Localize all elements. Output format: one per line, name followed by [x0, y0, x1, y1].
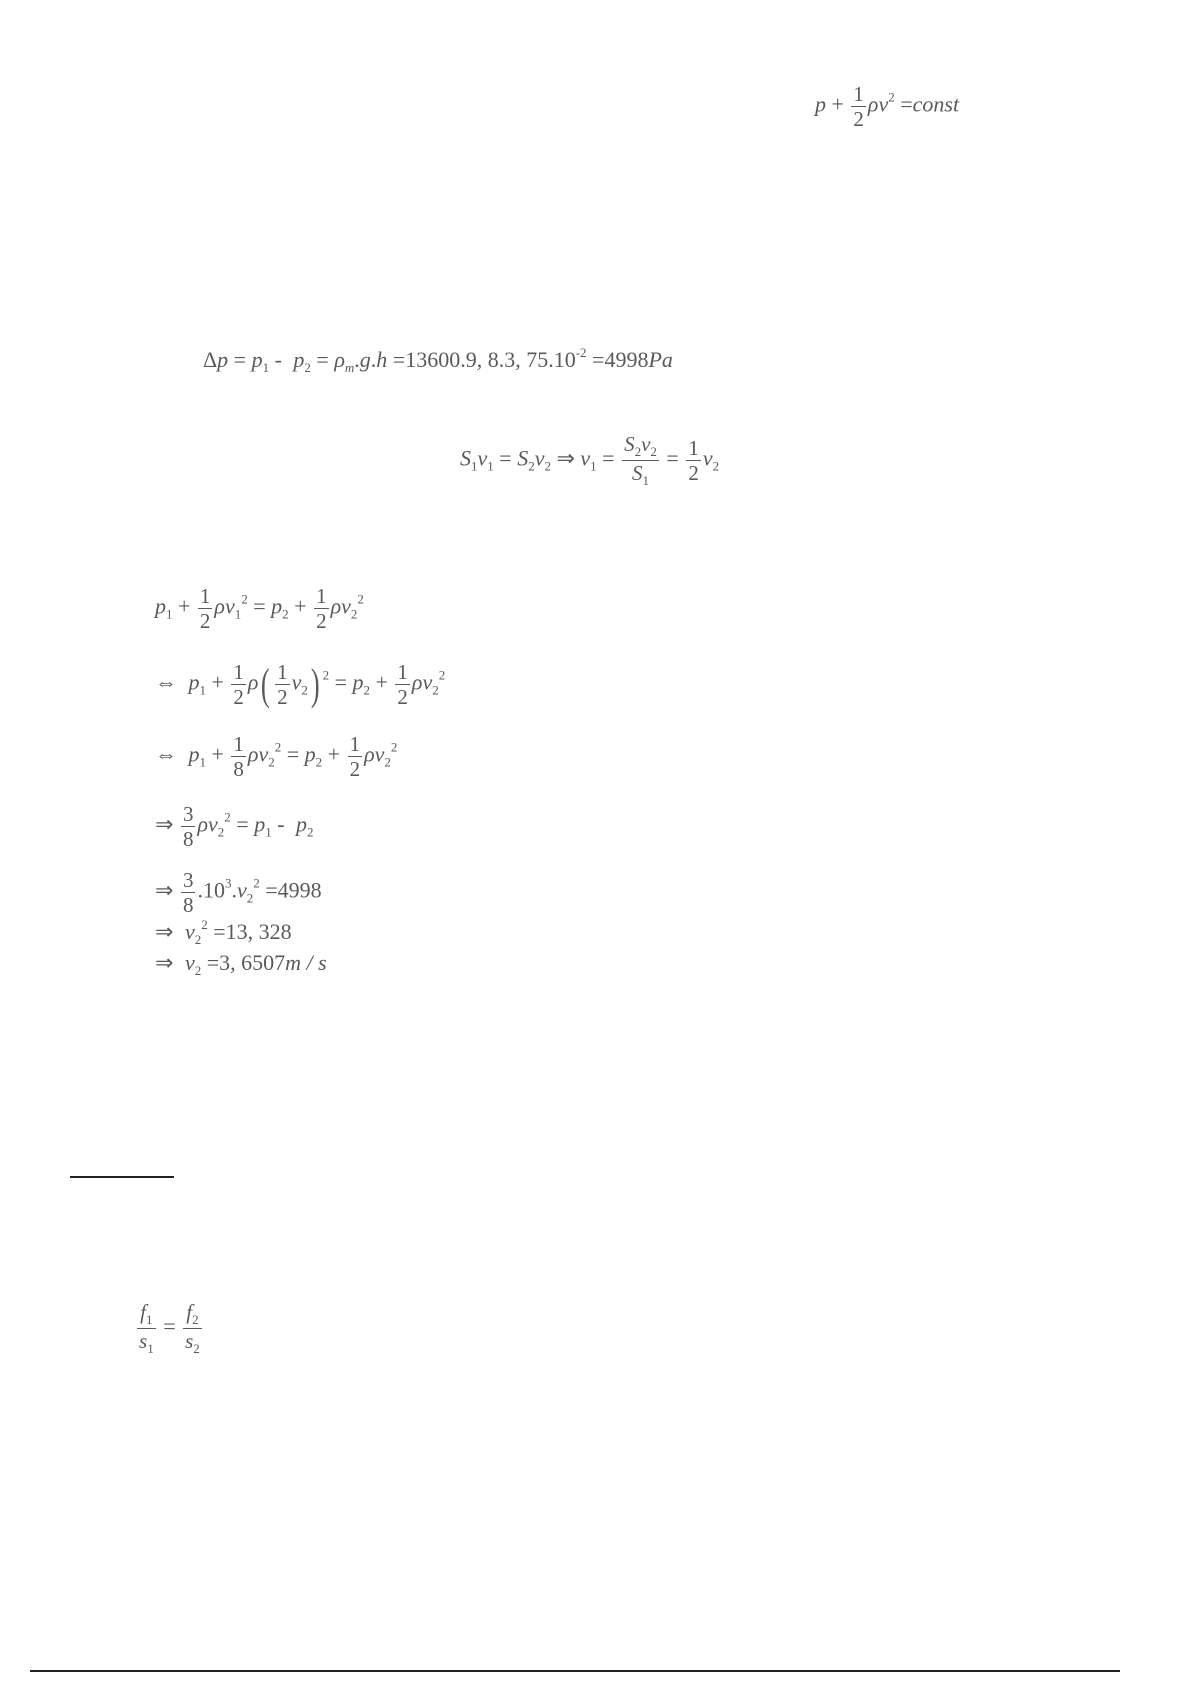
- equation-pressure-difference: $\Delta p = p_1 - p_2 = \rho_m.g.h =13600.9$, 8.3, $75.10^{-2} =4998Pa$: [203, 345, 673, 375]
- derivation-step-5: ⇒ $\frac{3}{8}$ $.10^3.v_2^2 =4998$: [155, 868, 322, 918]
- step5-result: 4998: [277, 877, 322, 903]
- derivation-step-4: ⇒ $\frac{3}{8}$ $\rho v_2^2 = p_1 - p_2$: [155, 802, 314, 852]
- derivation-step-2: ⇔ $p_1$ + $\frac{1}{2}$ ρ( $\frac{1}{2}$ $v_2$) $^2 = p_2$ + $\frac{1}{2}$ $\rho v_2^2$: [155, 659, 446, 710]
- equation-ratio: $\frac{f_1}{s_1}$ = $\frac{f_2}{s_2}$: [139, 1300, 200, 1356]
- pressure-result: 4998: [604, 347, 649, 372]
- pressure-exponent: -2: [575, 345, 587, 360]
- derivation-step-6: ⇒ $v_2^2 =13$, 328: [155, 917, 292, 947]
- v2-squared-value: 13, 328: [225, 919, 292, 944]
- v2-unit: m / s: [285, 950, 327, 975]
- pressure-unit: Pa: [648, 347, 673, 372]
- derivation-step-1: $p_1$ + $\frac{1}{2}$ $\rho v_1^2 = p_2$ + $\frac{1}{2}$ $\rho v_2^2$: [155, 584, 364, 634]
- heading-underline: [70, 1176, 174, 1178]
- bernoulli-constant: const: [912, 91, 960, 117]
- page-bottom-rule: [30, 1670, 1120, 1672]
- equation-bernoulli: p + $\frac{1}{2}$ $\rho v^2$ =const: [815, 82, 960, 132]
- v2-value: 3, 6507: [219, 950, 286, 975]
- equation-continuity: $S_1v_1 = S_2v_2$ ⇒ $v_1$ = $\frac{S_2v_2}{S_1}$ = $\frac{1}{2}$ $v_2$: [460, 432, 720, 488]
- derivation-step-3: ⇔ $p_1$ + $\frac{1}{8}$ $\rho v_2^2 = p_2$ + $\frac{1}{2}$ $\rho v_2^2$: [155, 732, 398, 782]
- derivation-step-7: ⇒ $v_2 =3$, 6507m / s: [155, 950, 327, 978]
- pressure-numbers: 13600.9, 8.3, 75.10: [405, 347, 576, 372]
